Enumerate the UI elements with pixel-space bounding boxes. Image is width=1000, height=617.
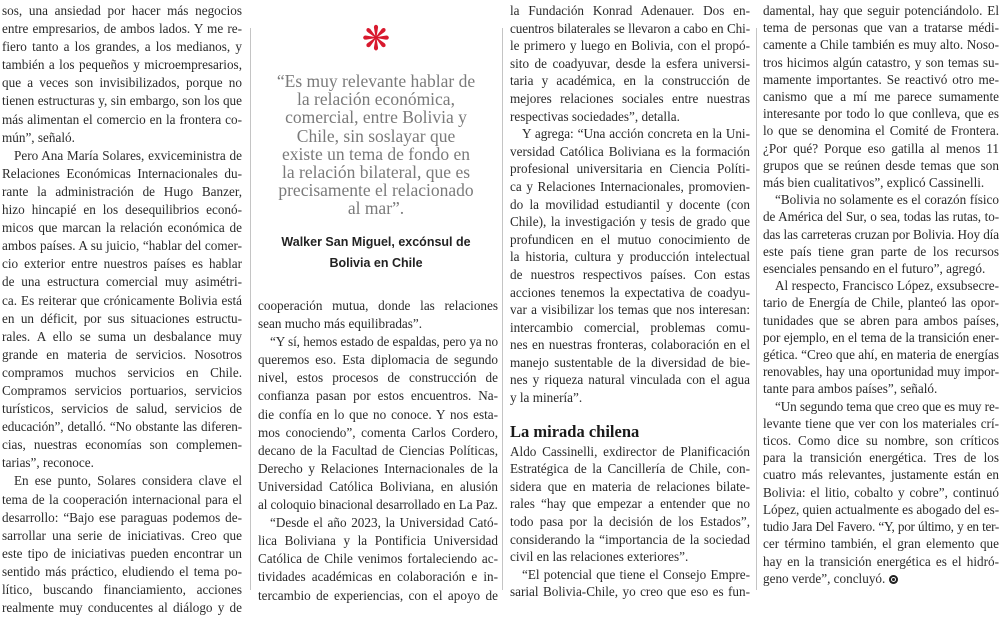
text-line-content: más bien cualitativos”, explicó Cassinelli.: [763, 175, 985, 191]
text-line-content: en un déficit, por sus situaciones estructu-: [2, 310, 242, 326]
text-line-content: “Bolivia no solamente es el corazón físico: [775, 192, 999, 208]
paragraph: [763, 277, 999, 397]
text-line: [510, 371, 750, 389]
text-line: [2, 599, 242, 617]
text-line: [258, 369, 498, 387]
text-line-content: lica Boliviana y la Pontificia Universidad: [258, 533, 498, 549]
text-line: [510, 548, 750, 566]
text-line: [2, 563, 242, 581]
text-line: [763, 140, 999, 157]
text-line: [510, 37, 750, 55]
text-line-content: respectivas sociedades”, detalla.: [510, 108, 680, 124]
paragraph: [510, 2, 750, 125]
pull-quote-line: comercial, entre Bolivia y: [285, 107, 467, 128]
column-rule: [756, 28, 757, 590]
text-line: [510, 443, 750, 461]
text-line: [258, 406, 498, 424]
column-rule: [502, 28, 503, 590]
text-line: [763, 501, 999, 518]
text-line: [510, 231, 750, 249]
text-line-content: cuentros bilaterales se llevaron a cabo en Chi-: [510, 20, 750, 36]
text-line-content: camente a Chile también es muy alto. Noso-: [763, 37, 999, 53]
text-line: [2, 129, 242, 147]
text-line-content: turísticos, servicios de salud, servicios de: [2, 401, 242, 417]
text-line-content: sos, una ansiedad por hacer más negocios: [2, 3, 242, 18]
text-line-content: tercambio de experiencias, con el apoyo de: [258, 587, 498, 603]
text-line: [763, 449, 999, 466]
text-line: [2, 581, 242, 599]
paragraph: [258, 333, 498, 514]
text-line: [510, 354, 750, 372]
text-line: [258, 297, 498, 315]
text-line-content: Bolivia: el litio, cobalto y cobre”, continuó: [763, 484, 999, 500]
text-line: [258, 387, 498, 405]
text-line-content: cuatro más relevantes, justamente están en: [763, 467, 999, 483]
text-line-content: sarrollar una serie de iniciativas. Creo que: [2, 527, 242, 543]
text-line: [258, 514, 498, 532]
text-line-content: cio exterior entre nuestros países es hablar: [2, 256, 242, 272]
article-column-1: [2, 2, 242, 617]
text-line: [510, 108, 750, 126]
text-line-content: ca. Es reiterar que crónicamente Bolivia está: [2, 292, 242, 308]
text-line: [510, 284, 750, 302]
text-line: [258, 496, 498, 514]
text-line: [763, 553, 999, 570]
text-line-content: cias, nuestras economías son complemen-: [2, 437, 242, 453]
text-line: [510, 531, 750, 549]
text-line: [510, 178, 750, 196]
text-line-content: educación”, detalló. “No obstante las diferen-: [2, 419, 242, 435]
text-line-content: también a los pequeños y microempresarios,: [2, 57, 242, 73]
text-line-content: tema de la cooperación internacional para el: [2, 491, 242, 507]
text-line: [510, 336, 750, 354]
text-line-content: de una estructura comercial muy asimétri-: [2, 274, 242, 290]
text-line: [510, 196, 750, 214]
text-line-content: tudio Jara Del Favero. “Y, por último, y en ter-: [763, 519, 999, 535]
text-line-content: de América del Sur, o sea, todas las rutas, to-: [763, 209, 999, 225]
text-line: [763, 277, 999, 294]
text-line: [763, 260, 999, 277]
column-rule: [250, 28, 251, 590]
text-line: [2, 310, 242, 328]
text-line-content: canismo que a mí me parece sumamente: [763, 89, 999, 105]
text-line-content: profundicen en el mutuo conocimiento de: [510, 231, 750, 247]
text-line-content: más alimentan el comercio en la frontera co-: [2, 111, 242, 127]
text-line: [763, 36, 999, 53]
text-line-content: esenciales pensando en el futuro”, agregó.: [763, 261, 986, 277]
text-line-content: desarrollo: “Bajo ese paraguas podemos de-: [2, 509, 242, 525]
text-line-content: tarias”, reconoce.: [2, 455, 94, 471]
section-heading: La mirada chilena: [510, 421, 640, 441]
text-line: [2, 74, 242, 92]
text-line-content: das las carreteras cruzan por Bolivia. Hoy día: [763, 226, 999, 242]
text-line-content: Derecho y Relaciones Internacionales de la: [258, 460, 498, 476]
paragraph: [510, 566, 750, 601]
text-line: [763, 208, 999, 225]
text-line: [763, 432, 999, 449]
text-line-content: damental, hay que seguir potenciándolo. El: [763, 3, 999, 18]
text-line: [510, 90, 750, 108]
text-line: [763, 398, 999, 415]
text-line-content: var a visibilizar los temas que nos interesan:: [510, 302, 750, 318]
pull-quote-line: “Es muy relevante hablar de: [276, 71, 476, 91]
text-line-content: cer término también, el gran elemento que: [763, 536, 999, 552]
text-line: [510, 143, 750, 161]
text-line: [2, 165, 242, 183]
text-line: [2, 20, 242, 38]
text-line-content: mos conociendo”, comenta Carlos Cordero,: [258, 424, 498, 440]
text-line: [763, 243, 999, 260]
text-line: [2, 38, 242, 56]
text-line-content: sentido más práctico, eludiendo el tema po-: [2, 563, 242, 579]
text-line: [763, 484, 999, 501]
text-line-content: versidad Católica Boliviana es la formación: [510, 143, 750, 159]
text-line-content: tunidades que se abren para ambos países,: [763, 312, 999, 328]
text-line-content: que a veces son invisibilizados, porque no: [2, 75, 242, 91]
text-line: [763, 191, 999, 208]
text-line: [510, 20, 750, 38]
text-line: [763, 466, 999, 483]
text-line-content: do la movilidad estudiantil y docente (con: [510, 196, 750, 212]
pull-quote-line: la relación económica,: [297, 89, 455, 110]
text-line: [258, 532, 498, 550]
text-line-content: cooperación mutua, donde las relaciones: [258, 298, 498, 313]
text-line-content: confianza pasan por estos encuentros. Na-: [258, 388, 498, 404]
text-line: [763, 2, 999, 19]
text-line: [2, 418, 242, 436]
text-line: [510, 2, 750, 20]
text-line: [763, 174, 999, 191]
text-line-content: compramos muchos servicios en Chile.: [2, 364, 242, 380]
author-line: Walker San Miguel, excónsul de: [281, 235, 471, 249]
text-line: [763, 157, 999, 174]
text-line-content: tante para ambos países”, señaló.: [763, 381, 938, 397]
text-line: [763, 380, 999, 397]
text-line-content: lo que se denomina el Comité de Frontera.: [763, 123, 999, 139]
text-line: [2, 292, 242, 310]
text-line-content: Relaciones Económicas Internacionales du-: [2, 165, 242, 181]
text-line: [510, 478, 750, 496]
text-line: [510, 160, 750, 178]
text-line-content: ca y Relaciones Internacionales, promovien-: [510, 178, 750, 194]
text-line: [510, 125, 750, 143]
text-line-content: tienen estructuras y, sin embargo, son los que: [2, 93, 242, 109]
paragraph: [763, 2, 999, 191]
text-line: [258, 351, 498, 369]
text-line-content: este tipo de iniciativas pueden encontrar un: [2, 545, 242, 561]
text-line: [2, 527, 242, 545]
pull-quote-line: la relación bilateral, que es: [281, 162, 471, 183]
text-line-content: tividades académicas en colaboración e in-: [258, 569, 498, 585]
text-line-content: mamente importantes. Se reactivó otro me-: [763, 71, 999, 87]
paragraph: [258, 297, 498, 333]
text-line-content: levante tiene que ver con los materiales crí-: [763, 415, 999, 431]
text-line: [258, 333, 498, 351]
text-line: [510, 72, 750, 90]
text-line-content: “Desde el año 2023, la Universidad Cató-: [270, 515, 498, 531]
text-line: [510, 566, 750, 584]
text-line: [2, 509, 242, 527]
text-line: [258, 424, 498, 442]
text-line-content: decano de la Facultad de Ciencias Políticas,: [258, 442, 498, 458]
text-line-content: Pero Ana María Solares, exviceministra de: [14, 147, 242, 163]
text-line: [2, 201, 242, 219]
text-line-content: y la minería”.: [510, 390, 583, 406]
article-column-3: [510, 2, 750, 601]
pull-quote-line: existe un tema de fondo en: [281, 143, 471, 164]
text-line: [2, 400, 242, 418]
text-line: [2, 328, 242, 346]
text-line-content: sean mucho más equilibradas”.: [258, 316, 423, 332]
text-line: [258, 460, 498, 478]
text-line-content: le primero y luego en Bolivia, con el propó-: [510, 38, 750, 54]
end-of-article-icon: [889, 575, 898, 584]
text-line-content: realmente muy conducentes al diálogo y de: [2, 600, 242, 616]
text-line-content: intercambio comercial, problemas comu-: [510, 319, 750, 335]
text-line-content: ambos países. A su juicio, “hablar del comer-: [2, 238, 242, 254]
text-line-content: Compramos servicios portuarios, servicios: [2, 382, 242, 398]
text-line: [2, 56, 242, 74]
text-line-content: rante la administración de Hugo Banzer,: [2, 183, 242, 199]
text-line-content: hizo hincapié en los desequilibrios econó-: [2, 202, 242, 218]
text-line: [258, 442, 498, 460]
text-line: [763, 294, 999, 311]
text-line: [763, 570, 999, 587]
text-line-content: nes en nuestras fronteras, colaboración en el: [510, 337, 750, 353]
paragraph: [763, 398, 999, 587]
text-line-content: interesante por todo lo que conlleva, que es: [763, 106, 999, 122]
text-line-content: Y agrega: “Una acción concreta en la Uni-: [522, 126, 750, 142]
text-line-content: nivel, estos procesos de construcción de: [258, 370, 498, 386]
pull-quote: [258, 0, 494, 290]
paragraph: [2, 147, 242, 473]
text-line: [510, 319, 750, 337]
text-line-content: de nuestros respectivos países. Con estas: [510, 266, 750, 282]
text-line-content: rales. A ello se suma un desbalance muy: [2, 328, 242, 344]
text-line: [763, 54, 999, 71]
text-line: [2, 472, 242, 490]
article-column-2: [258, 297, 498, 605]
text-line-content: sidera que en materia de relaciones bilate-: [510, 478, 750, 494]
text-line-content: por ejemplo, en el tema de la transición ener-: [763, 329, 999, 345]
paragraph: [2, 472, 242, 617]
text-line-content: fiero tanto a los grandes, a los medianos, y: [2, 39, 242, 55]
text-line: [763, 329, 999, 346]
text-line: [763, 88, 999, 105]
text-line-content: En ese punto, Solares considera clave el: [14, 473, 242, 489]
text-line: [510, 55, 750, 73]
text-line-content: lítico, buscando financiamiento, acciones: [2, 582, 242, 597]
text-line: [510, 460, 750, 478]
text-line-content: Chile), la investigación y tesis de grado que: [510, 214, 750, 230]
text-line: [2, 545, 242, 563]
text-line-content: al coloquio binacional desarrollado en La Paz.: [258, 497, 498, 513]
text-line-content: la Fundación Konrad Adenauer. Dos en-: [510, 3, 750, 18]
text-line: [258, 587, 498, 605]
text-line: [2, 491, 242, 509]
text-line-content: queremos eso. Esta diplomacia de segundo: [258, 352, 498, 368]
text-line-content: renovables, hay una oportunidad muy impor-: [763, 364, 999, 380]
text-line-content: geno verde”, concluyó.: [763, 570, 886, 586]
text-line: [2, 219, 242, 237]
text-line-content: ¿Por qué? Porque eso gatilla al menos 11: [763, 140, 999, 156]
paragraph: [510, 125, 750, 407]
text-line-content: nes y riqueza natural vinculada con el agua: [510, 372, 750, 388]
text-line-content: todo pasa por la decisión de los Estados”,: [510, 514, 750, 530]
paragraph: [763, 191, 999, 277]
text-line-content: tario de Energía de Chile, planteó las opor-: [763, 295, 999, 311]
text-line: [510, 513, 750, 531]
article-column-4: [763, 2, 999, 587]
text-line-content: la historia, cultura y producción intelectual: [510, 249, 750, 265]
text-line-content: acciones tenemos la expectativa de coadyu-: [510, 284, 750, 300]
text-line: [2, 255, 242, 273]
text-line-content: gética. “Creo que ahí, en materia de energías: [763, 347, 999, 363]
pull-quote-text: [258, 72, 494, 218]
text-line: [258, 315, 498, 333]
text-line: [763, 19, 999, 36]
text-line-content: civil en las relaciones exteriores”.: [510, 549, 689, 565]
pull-quote-line: Chile, sin soslayar que: [296, 125, 456, 146]
pull-quote-author: [258, 232, 494, 274]
text-line-content: mún”, señaló.: [2, 129, 75, 145]
text-line: [763, 346, 999, 363]
text-line: [2, 183, 242, 201]
text-line-content: ticos. Como dice su nombre, son críticos: [763, 433, 999, 449]
text-line: [763, 226, 999, 243]
text-line-content: tema de personas que van a tratarse médi-: [763, 20, 999, 36]
text-line: [763, 71, 999, 88]
text-line: [763, 105, 999, 122]
text-line-content: “Un segundo tema que creo que es muy re-: [775, 398, 999, 414]
text-line-content: “El potencial que tiene el Consejo Empre-: [522, 566, 750, 582]
text-line-content: manejo sustentable de la diversidad de bie-: [510, 354, 750, 370]
text-line-content: grande en materia de servicios. Nosotros: [2, 346, 242, 362]
asterisk-icon: ❋: [361, 19, 391, 59]
text-line-content: para la transición energética. Tres de los: [763, 450, 999, 466]
text-line-content: Estratégica de la Cancillería de Chile, con-: [510, 461, 750, 477]
text-line: [763, 363, 999, 380]
text-line: [510, 389, 750, 407]
text-line-content: taria y académica, en la construcción de: [510, 73, 750, 89]
text-line: [510, 213, 750, 231]
paragraph: [510, 443, 750, 566]
text-line-content: entre empresarios, de ambos lados. Y me re-: [2, 21, 242, 37]
text-line: [258, 550, 498, 568]
text-line: [258, 478, 498, 496]
text-line: [763, 122, 999, 139]
text-line: [2, 273, 242, 291]
text-line: [763, 518, 999, 535]
text-line: [510, 583, 750, 601]
pull-quote-line: precisamente el relacionado: [278, 180, 474, 201]
text-line-content: considerando la “importancia de la sociedad: [510, 531, 750, 547]
text-line-content: Universidad Católica Boliviana, en alusión: [258, 478, 498, 494]
text-line: [763, 415, 999, 432]
text-line: [510, 266, 750, 284]
text-line-content: micos que marcan la relación económica de: [2, 220, 242, 236]
text-line: [2, 382, 242, 400]
text-line-content: sito de coadyuvar, desde la esfera universi-: [510, 55, 750, 71]
text-line-content: Al respecto, Francisco López, exsubsecre-: [775, 278, 999, 294]
text-line-content: rales “hay que empezar a entender que no: [510, 496, 750, 512]
text-line-content: mejores relaciones sociales entre nuestras: [510, 90, 750, 106]
text-line: [2, 364, 242, 382]
text-line-content: tros hicimos algún catastro, y son temas su-: [763, 54, 999, 70]
text-line: [2, 147, 242, 165]
text-line: [2, 346, 242, 364]
text-line-content: Aldo Cassinelli, exdirector de Planificación: [510, 443, 750, 459]
pull-quote-line: al mar”.: [347, 198, 405, 219]
paragraph: [2, 2, 242, 147]
paragraph: [258, 514, 498, 604]
text-line: [258, 568, 498, 586]
author-line: Bolivia en Chile: [329, 256, 423, 270]
text-line-content: profesional universitaria en Ciencia Políti-: [510, 161, 750, 177]
text-line: [763, 535, 999, 552]
text-line: [2, 454, 242, 472]
text-line-content: Católica de Chile venimos fortaleciendo ac-: [258, 551, 498, 567]
text-line-content: este país tiene gran parte de los recursos: [763, 243, 999, 259]
text-line: [2, 111, 242, 129]
text-line-content: sarial Bolivia-Chile, yo creo que eso es fun-: [510, 584, 750, 600]
text-line-content: die confía en lo que no conoce. Y nos esta-: [258, 406, 498, 422]
text-line: [510, 248, 750, 266]
text-line: [510, 495, 750, 513]
text-line-content: López, quien actualmente es abogado del es-: [763, 501, 1000, 517]
text-line: [2, 92, 242, 110]
text-line: [2, 237, 242, 255]
text-line: [763, 312, 999, 329]
text-line: [2, 436, 242, 454]
text-line-content: “Y sí, hemos estado de espaldas, pero ya no: [270, 334, 498, 350]
text-line: [510, 301, 750, 319]
text-line-content: hay en la transición energética es el hidró-: [763, 553, 999, 569]
text-line-content: grupos que se reúnen desde temas que son: [763, 157, 999, 173]
text-line: [2, 2, 242, 20]
